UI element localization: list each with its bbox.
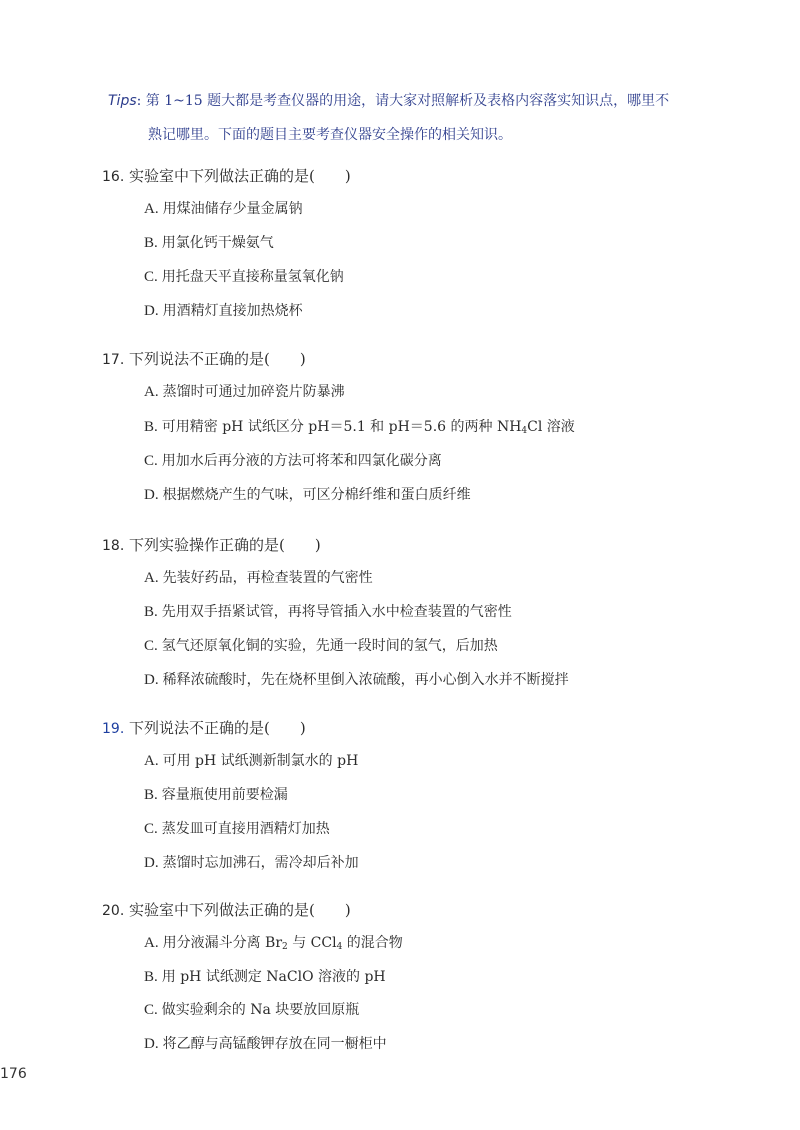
option-text: 用煤油储存少量金属钠	[162, 201, 303, 217]
option-letter: C.	[144, 821, 158, 837]
option-text: 蒸发皿可直接用酒精灯加热	[161, 821, 330, 837]
option-letter: D.	[144, 855, 159, 871]
option-c	[144, 819, 330, 839]
option-letter: A.	[144, 201, 159, 217]
tips-note	[108, 84, 708, 152]
option-a	[144, 568, 373, 588]
option-c	[144, 267, 344, 287]
option-a	[144, 382, 345, 402]
subscript: 2	[282, 942, 288, 952]
question-text: 实验室中下列做法正确的是( )	[129, 901, 351, 919]
option-text: 将乙醇与高锰酸钾存放在同一橱柜中	[162, 1036, 387, 1052]
option-d	[144, 670, 569, 690]
option-text: 用 pH 试纸测定 NaClO 溶液的 pH	[161, 969, 386, 985]
option-text: 蒸馏时忘加沸石，需冷却后补加	[162, 855, 359, 871]
option-d	[144, 1034, 387, 1054]
question-text: 下列实验操作正确的是( )	[129, 536, 321, 554]
option-letter: B.	[144, 604, 158, 620]
option-b	[144, 785, 288, 805]
option-a	[144, 199, 303, 219]
option-text: 做实验剩余的 Na 块要放回原瓶	[161, 1002, 360, 1018]
subscript: 4	[336, 942, 343, 952]
option-letter: A.	[144, 935, 159, 951]
option-letter: D.	[144, 672, 159, 688]
option-letter: A.	[144, 753, 159, 769]
question-text: 下列说法不正确的是( )	[129, 719, 306, 737]
option-text: 蒸馏时可通过加碎瓷片防暴沸	[162, 384, 345, 400]
option-text-end: 的混合物	[342, 935, 403, 951]
tips-label: Tips	[108, 93, 137, 109]
option-letter: A.	[144, 570, 159, 586]
question-stem	[102, 535, 742, 555]
option-d	[144, 853, 359, 873]
option-c	[144, 1000, 359, 1020]
question-number: 17.	[102, 352, 125, 368]
option-text: 用酒精灯直接加热烧杯	[162, 303, 303, 319]
question-16	[102, 166, 742, 319]
question-stem	[102, 900, 742, 920]
option-letter: D.	[144, 1036, 159, 1052]
option-c	[144, 451, 442, 471]
question-text: 实验室中下列做法正确的是( )	[129, 167, 351, 185]
option-b	[144, 417, 575, 441]
option-b	[144, 967, 386, 987]
option-text: 用加水后再分液的方法可将苯和四氯化碳分离	[161, 453, 442, 469]
option-text: 可用 pH 试纸测新制氯水的 pH	[162, 753, 359, 769]
option-text-end: Cl 溶液	[527, 419, 575, 435]
page-number: 176	[0, 1066, 27, 1082]
question-number: 20.	[102, 903, 125, 919]
question-stem	[102, 718, 742, 738]
option-letter: B.	[144, 787, 158, 803]
question-20	[102, 900, 742, 1052]
option-c	[144, 636, 498, 656]
question-stem	[102, 349, 742, 369]
option-text: 先用双手捂紧试管，再将导管插入水中检查装置的气密性	[161, 604, 512, 620]
question-18	[102, 535, 742, 688]
question-number: 16.	[102, 169, 125, 185]
option-letter: D.	[144, 303, 159, 319]
subscript: 4	[521, 426, 528, 436]
question-number: 18.	[102, 538, 125, 554]
option-text: 可用精密 pH 试纸区分 pH＝5.1 和 pH＝5.6 的两种 NH	[161, 419, 522, 435]
option-text: 用分液漏斗分离 Br	[162, 935, 283, 951]
option-text: 用托盘天平直接称量氢氧化钠	[161, 269, 344, 285]
option-d	[144, 485, 471, 505]
option-a	[144, 751, 358, 771]
option-letter: A.	[144, 384, 159, 400]
question-19	[102, 718, 742, 871]
tips-separator: :	[136, 93, 146, 109]
question-stem	[102, 166, 742, 186]
option-letter: D.	[144, 487, 159, 503]
question-text: 下列说法不正确的是( )	[129, 350, 306, 368]
tips-line-1: 第 1~15 题大都是考查仪器的用途，请大家对照解析及表格内容落实知识点，哪里不	[145, 93, 670, 109]
option-a	[144, 933, 403, 957]
option-letter: C.	[144, 453, 158, 469]
option-text: 用氯化钙干燥氨气	[161, 235, 274, 251]
option-b	[144, 602, 512, 622]
option-letter: C.	[144, 269, 158, 285]
option-text-mid: 与 CCl	[287, 935, 337, 951]
option-text: 稀释浓硫酸时，先在烧杯里倒入浓硫酸，再小心倒入水并不断搅拌	[162, 672, 569, 688]
option-text: 根据燃烧产生的气味，可区分棉纤维和蛋白质纤维	[162, 487, 471, 503]
option-letter: B.	[144, 235, 158, 251]
option-letter: B.	[144, 419, 158, 435]
option-d	[144, 301, 303, 321]
option-text: 先装好药品，再检查装置的气密性	[162, 570, 373, 586]
option-letter: B.	[144, 969, 158, 985]
option-text: 氢气还原氧化铜的实验，先通一段时间的氢气，后加热	[161, 638, 498, 654]
tips-line-2: 熟记哪里。下面的题目主要考查仪器安全操作的相关知识。	[148, 127, 512, 143]
option-letter: C.	[144, 638, 158, 654]
question-number: 19.	[102, 721, 125, 737]
option-b	[144, 233, 274, 253]
option-letter: C.	[144, 1002, 158, 1018]
question-17	[102, 349, 742, 503]
option-text: 容量瓶使用前要检漏	[161, 787, 288, 803]
